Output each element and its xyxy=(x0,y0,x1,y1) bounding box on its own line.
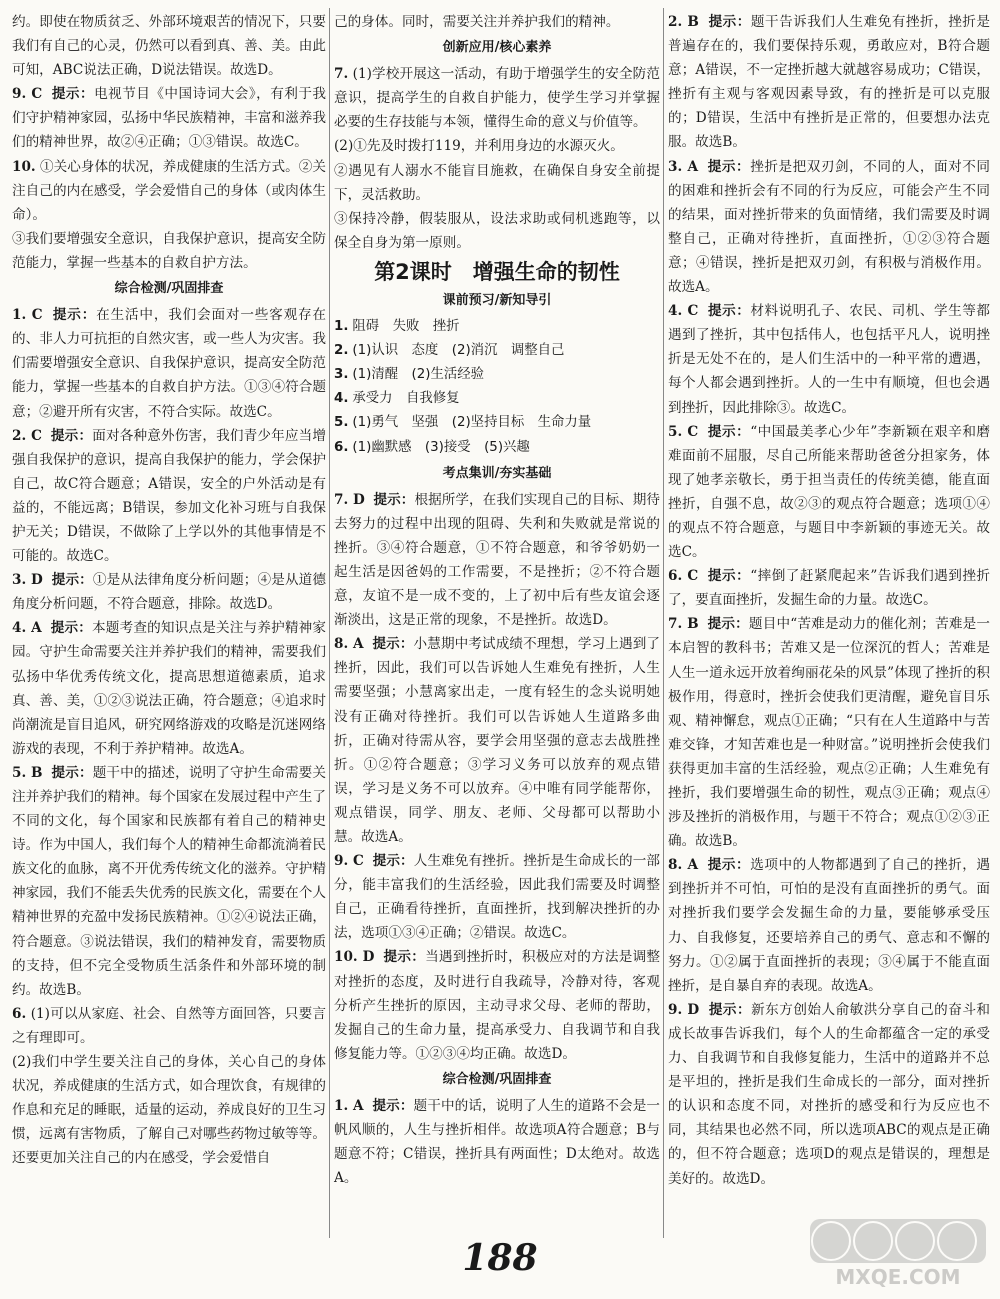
item-number: 1. A xyxy=(334,1098,364,1115)
item-number: 2. B xyxy=(668,14,699,30)
item-number: 3. D xyxy=(12,572,43,589)
item-number: 3. A xyxy=(668,158,699,175)
watermark-logo xyxy=(810,1219,986,1291)
item-number: 6. C xyxy=(668,568,699,585)
answer-item xyxy=(334,488,660,633)
item-text: 题干告诉我们人生难免有挫折，挫折是普遍存在的，我们要保持乐观，勇敢应对，B符合题意；A错误，不一定挫折越大就越容易成功；C错误，挫折有主观与客观因素导致，有的挫折是可以克服的；D错误，生活中有挫折是正常的，但要想办法克服。故选B。 xyxy=(668,14,991,151)
item-text: 材料说明孔子、农民、司机、学生等都遇到了挫折，其中包括伟人，也包括平凡人，说明挫折是无处不在的，是人们生活中的一种平常的遭遇，每个人都会遇到挫折。人的一生中有顺境，但也会遇到挫折，因此排除③。故选C。 xyxy=(668,303,991,416)
item-number: 4. A xyxy=(12,620,42,637)
answer-item xyxy=(668,564,990,612)
item-paragraph: ①关心身体的状况，养成健康的生活方式。②关注自己的内在感受，学会爱惜自己的身体（或肉体生命）。 xyxy=(12,158,327,223)
item-number: 8. A xyxy=(668,857,699,874)
item-text: 小慧期中考试成绩不理想，学习上遇到了挫折，因此，我们可以告诉她人生难免有挫折，人生需要坚强；小慧离家出走，一度有轻生的念头说明她没有正确对待挫折。我们可以告诉她人生道路多曲折，正确对待需从容，要学会用坚强的意志去战胜挫折。①②符合题意；③学习义务可以放弃的观点错误，学习是义务不可以放弃。④中唯有同学能帮你，观点错误，同学、朋友、老师、父母都可以帮助小慧。故选A。 xyxy=(334,636,661,845)
item-paragraph: ②遇见有人溺水不能盲目施救，在确保自身安全前提下，灵活救助。 xyxy=(334,162,660,203)
hint-label: 提示： xyxy=(372,1098,414,1115)
hint-label: 提示： xyxy=(50,427,93,444)
answer-item xyxy=(12,761,326,1002)
item-text: 人生难免有挫折。挫折是生命成长的一部分，能丰富我们的生活经验，因此我们需要及时调整自己，正确看待挫折，直面挫折，找到解决挫折的办法，选项①③④正确；②错误。故选C。 xyxy=(334,853,661,942)
item-number: 2. C xyxy=(12,427,42,444)
item-text: 本题考查的知识点是关注与养护精神家园。守护生命需要关注并养护我们的精神，需要我们弘扬中华优秀传统文化，提高思想道德素质，追求真、善、美，①②③说法正确，符合题意；④追求时尚潮流是盲目追风，研究网络游戏的攻略是沉迷网络游戏的表现，不利于养护精神。故选A。 xyxy=(12,620,327,757)
answer-list xyxy=(334,1094,660,1190)
column-divider xyxy=(329,8,330,1238)
item-text: “摔倒了赶紧爬起来”告诉我们遇到挫折了，要直面挫折，发掘生命的力量。故选C。 xyxy=(668,568,991,609)
preview-answer xyxy=(334,411,660,435)
answer-item xyxy=(668,299,990,419)
item-paragraph-line xyxy=(12,227,326,275)
item-number: 7. xyxy=(334,66,349,83)
answer-item xyxy=(668,10,990,155)
item-paragraph: ③我们要增强安全意识，自我保护意识，提高安全防范能力，掌握一些基本的自救自护方法。 xyxy=(12,230,326,271)
item-paragraph: (2)①先及时拨打119，并利用身边的水源灭火。 xyxy=(334,138,624,155)
item-number: 9. C xyxy=(12,86,43,103)
item-paragraph: ③保持冷静，假装服从，设法求助或伺机逃跑等，以保全自身为第一原则。 xyxy=(334,210,660,251)
item-text: 选项中的人物都遇到了自己的挫折，遇到挫折并不可怕，可怕的是没有直面挫折的勇气。面对挫折我们要学会发掘生命的力量，要能够承受压力、自我修复，还要培养自己的勇气、意志和不懈的努力。①②属于直面挫折的表现；③④属于不能直面挫折，是自暴自弃的表现。故选A。 xyxy=(668,857,990,994)
hint-label: 提示： xyxy=(707,568,751,585)
page-number: 188 xyxy=(462,1237,538,1279)
preview-answer xyxy=(334,436,660,460)
answer-item xyxy=(12,303,326,423)
item-number: 5. xyxy=(334,415,349,431)
item-text: 电视节目《中国诗词大会》，有利于我们守护精神家园，弘扬中华民族精神，丰富和滋养我们的精神世界，故②④正确；①③错误。故选C。 xyxy=(12,86,327,151)
answer-item xyxy=(334,632,660,849)
hint-label: 提示： xyxy=(383,949,426,966)
hint-label: 提示： xyxy=(373,491,415,508)
preview-text: 阻碍 失败 挫折 xyxy=(352,319,460,335)
hint-label: 提示： xyxy=(708,303,751,320)
answer-item xyxy=(12,155,326,275)
item-text: 新东方创始人俞敏洪分享自己的奋斗和成长故事告诉我们，每个人的生命都蕴含一定的承受力、自我调节和自我修复能力，生活中的道路并不总是平坦的，挫折是我们生命成长的一部分，面对挫折的认识和态度不同，对挫折的感受和行为反应也不同，其结果也必然不同，所以选项ABC的观点是正确的，但不符合题意；选项D的观点是错误的，理想是美好的。故选D。 xyxy=(668,1001,990,1187)
right-column xyxy=(668,10,990,1191)
item-text: ①是从法律角度分析问题；④是从道德角度分析问题，不符合题意，排除。故选D。 xyxy=(12,572,326,613)
column-divider xyxy=(663,8,664,1238)
preview-text: (1)认识 态度 (2)消沉 调整自己 xyxy=(352,343,565,359)
item-text: 在生活中，我们会面对一些客观存在的、非人力可抗拒的自然灾害，或一些人为灾害。我们需要增强安全意识、自我保护意识，提高安全防范能力，掌握一些基本的自救自护方法。①③④符合题意；②避开所有灾害，不符合实际。故选C。 xyxy=(12,307,327,420)
preview-text: 承受力 自我修复 xyxy=(352,391,460,407)
section-heading: 创新应用/核心素养 xyxy=(442,40,552,56)
answer-item xyxy=(334,945,660,1065)
item-number: 4. xyxy=(334,391,349,407)
preview-answer xyxy=(334,339,660,363)
answer-item xyxy=(12,424,326,569)
hint-label: 提示： xyxy=(51,572,93,589)
item-text: 题干中的话，说明了人生的道路不会是一帆风顺的，人生与挫折相伴。故选项A符合题意；B与题意不符；C错误，挫折具有两面性；D太绝对。故选A。 xyxy=(334,1098,661,1187)
item-text: 根据所学，在我们实现自己的目标、期待去努力的过程中出现的阻碍、失利和失败就是常说的挫折。③④符合题意，①不符合题意，和爷爷奶奶一起生活是因爸妈的工作需要，不是挫折；②不符合题意，友谊不是一成不变的，上了初中后有些友谊会逐渐淡出，这是正常的现象，不是挫折。故选D。 xyxy=(334,491,660,629)
item-text: 题干中的描述，说明了守护生命需要关注并养护我们的精神。每个国家在发展过程中产生了不同的文化，每个国家和民族都有着自己的精神史诗。作为中国人，我们每个人的精神生命都流淌着民族文化的血脉，离不开优秀传统文化的滋养。守护精神家园，我们不能丢失优秀的民族文化，需要在个人精神世界的充盈中发扬民族精神。①②④说法正确，符合题意。③说法错误，我们的精神发育，需要物质的支持，但不完全受物质生活条件和外部环境的制约。故选B。 xyxy=(12,764,327,998)
item-paragraph-line xyxy=(334,207,660,255)
answer-item xyxy=(12,568,326,616)
lesson-title: 第2课时 增强生命的韧性 xyxy=(374,259,620,284)
answer-item xyxy=(668,998,990,1191)
answer-item xyxy=(668,420,990,565)
section-heading: 综合检测/巩固排查 xyxy=(114,281,224,297)
hint-label: 提示： xyxy=(52,307,97,324)
preview-answers xyxy=(334,315,660,460)
item-text: 题目中“苦难是动力的催化剂；苦难是一本启智的教科书；苦难又是一位深沉的哲人；苦难是人生一道永远开放着绚丽花朵的风景”体现了挫折的积极作用，得意时，挫折会使我们更清醒，避免盲目乐观、精神懈怠，观点①正确；“只有在人生道路中与苦难交锋，才知苦难也是一种财富。”说明挫折会使我们获得更加丰富的生活经验，观点②正确；人生难免有挫折，我们要增强生命的韧性，观点③正确；观点④涉及挫折的消极作用，与题干不符合；观点①②③正确。故选B。 xyxy=(668,616,990,850)
item-text: 约。即使在物质贫乏、外部环境艰苦的情况下，只要我们有自己的心灵，仍然可以看到真、善、美。由此可知，ABC说法正确，D说法错误。故选D。 xyxy=(12,14,326,79)
item-number: 6. xyxy=(334,439,349,455)
item-paragraph: (1)学校开展这一活动，有助于增强学生的安全防范意识，提高学生的自救自护能力，使学生学习并掌握必要的生存技能与本领，懂得生命的意义与价值等。 xyxy=(334,66,660,131)
preview-answer xyxy=(334,363,660,387)
item-paragraph-line xyxy=(12,1050,326,1170)
item-number: 5. B xyxy=(12,764,43,781)
watermark-icon xyxy=(810,1219,986,1263)
item-text: 当遇到挫折时，积极应对的方法是调整对挫折的态度，及时进行自我疏导，冷静对待，客观分析产生挫折的原因，主动寻求父母、老师的帮助，发掘自己的生命力量，提高承受力、自我调节和自我修复能力等。①②③④均正确。故选D。 xyxy=(334,949,661,1062)
answer-list xyxy=(334,62,660,255)
hint-label: 提示： xyxy=(372,636,414,653)
item-number: 2. xyxy=(334,343,349,359)
item-number: 3. xyxy=(334,367,349,383)
answer-item xyxy=(12,10,326,82)
section-heading: 综合检测/巩固排查 xyxy=(442,1071,552,1087)
hint-label: 提示： xyxy=(708,1001,752,1018)
section-heading: 课前预习/新知导引 xyxy=(442,292,552,308)
item-number: 5. C xyxy=(668,423,699,440)
answer-list xyxy=(668,10,990,1191)
answer-list xyxy=(334,488,660,1066)
answer-item xyxy=(334,1094,660,1190)
item-number: 1. xyxy=(334,319,349,335)
hint-label: 提示： xyxy=(707,616,749,633)
answer-item xyxy=(334,62,660,255)
preview-text: (1)幽默感 (3)接受 (5)兴趣 xyxy=(352,439,530,455)
hint-label: 提示： xyxy=(708,14,751,30)
continued-text: 己的身体。同时，需要关注并养护我们的精神。 xyxy=(334,14,620,30)
item-number: 9. C xyxy=(334,853,364,870)
item-paragraph: (1)可以从家庭、社会、自然等方面回答，只要言之有理即可。 xyxy=(12,1005,326,1046)
item-number: 6. xyxy=(12,1005,27,1022)
item-number: 10. D xyxy=(334,949,375,966)
item-number: 4. C xyxy=(668,303,699,320)
item-paragraph-line xyxy=(334,159,660,207)
preview-text: (1)勇气 坚强 (2)坚持目标 生命力量 xyxy=(352,415,592,431)
item-paragraph-line xyxy=(334,134,660,158)
item-number: 7. D xyxy=(334,491,365,508)
answer-item xyxy=(12,616,326,761)
hint-label: 提示： xyxy=(707,158,751,175)
answer-item xyxy=(12,1002,326,1171)
item-number: 8. A xyxy=(334,636,364,653)
preview-answer xyxy=(334,315,660,339)
hint-label: 提示： xyxy=(51,86,95,103)
hint-label: 提示： xyxy=(51,764,93,781)
preview-answer xyxy=(334,387,660,411)
item-text: “中国最美孝心少年”李新颖在艰辛和磨难面前不屈服，尽自己所能来帮助爸爸分担家务，体现了她孝亲敬长，勇于担当责任的传统美德，能直面挫折，自强不息，故②③的观点符合题意；选项①④的观点不符合题意，与题目中李新颖的事迹无关。故选C。 xyxy=(668,423,991,561)
watermark-url: MXQE.COM xyxy=(835,1265,961,1289)
answer-item xyxy=(668,155,990,300)
answer-item xyxy=(668,853,990,998)
answer-item xyxy=(668,612,990,853)
answer-item xyxy=(12,82,326,154)
item-text: 挫折是把双刃剑，不同的人，面对不同的困难和挫折会有不同的行为反应，可能会产生不同的结果，面对挫折带来的负面情绪，我们需要及时调整自己，正确对待挫折，直面挫折，①②③符合题意；④错误，挫折是把双刃剑，有积极与消极作用。故选A。 xyxy=(668,158,990,296)
item-number: 9. D xyxy=(668,1001,700,1018)
middle-column xyxy=(334,10,660,1190)
answer-list xyxy=(12,303,326,1170)
hint-label: 提示： xyxy=(707,857,751,874)
preview-text: (1)清醒 (2)生活经验 xyxy=(352,367,485,383)
item-number: 1. C xyxy=(12,307,43,324)
hint-label: 提示： xyxy=(707,423,751,440)
item-number: 7. B xyxy=(668,616,699,633)
hint-label: 提示： xyxy=(372,853,414,870)
answer-item xyxy=(334,849,660,945)
left-column xyxy=(12,10,326,1171)
answer-list xyxy=(12,10,326,275)
section-heading: 考点集训/夯实基础 xyxy=(442,465,552,481)
item-text: 面对各种意外伤害，我们青少年应当增强自我保护的意识，提高自我保护的能力，学会保护自己，故C符合题意；A错误，安全的户外活动是有益的，不能远离；B错误，参加文化补习班与自我保护无关；D错误，不做除了上学以外的其他事情是不可能的。故选C。 xyxy=(12,427,327,565)
item-paragraph: (2)我们中学生要关注自己的身体，关心自己的身体状况，养成健康的生活方式，如合理饮食，有规律的作息和充足的睡眠，适量的运动，养成良好的卫生习惯，远离有害物质，了解自己对哪些药物过敏等等。还要更加关注自己的内在感受，学会爱惜自 xyxy=(12,1054,326,1167)
item-number: 10. xyxy=(12,158,36,175)
hint-label: 提示： xyxy=(50,620,93,637)
